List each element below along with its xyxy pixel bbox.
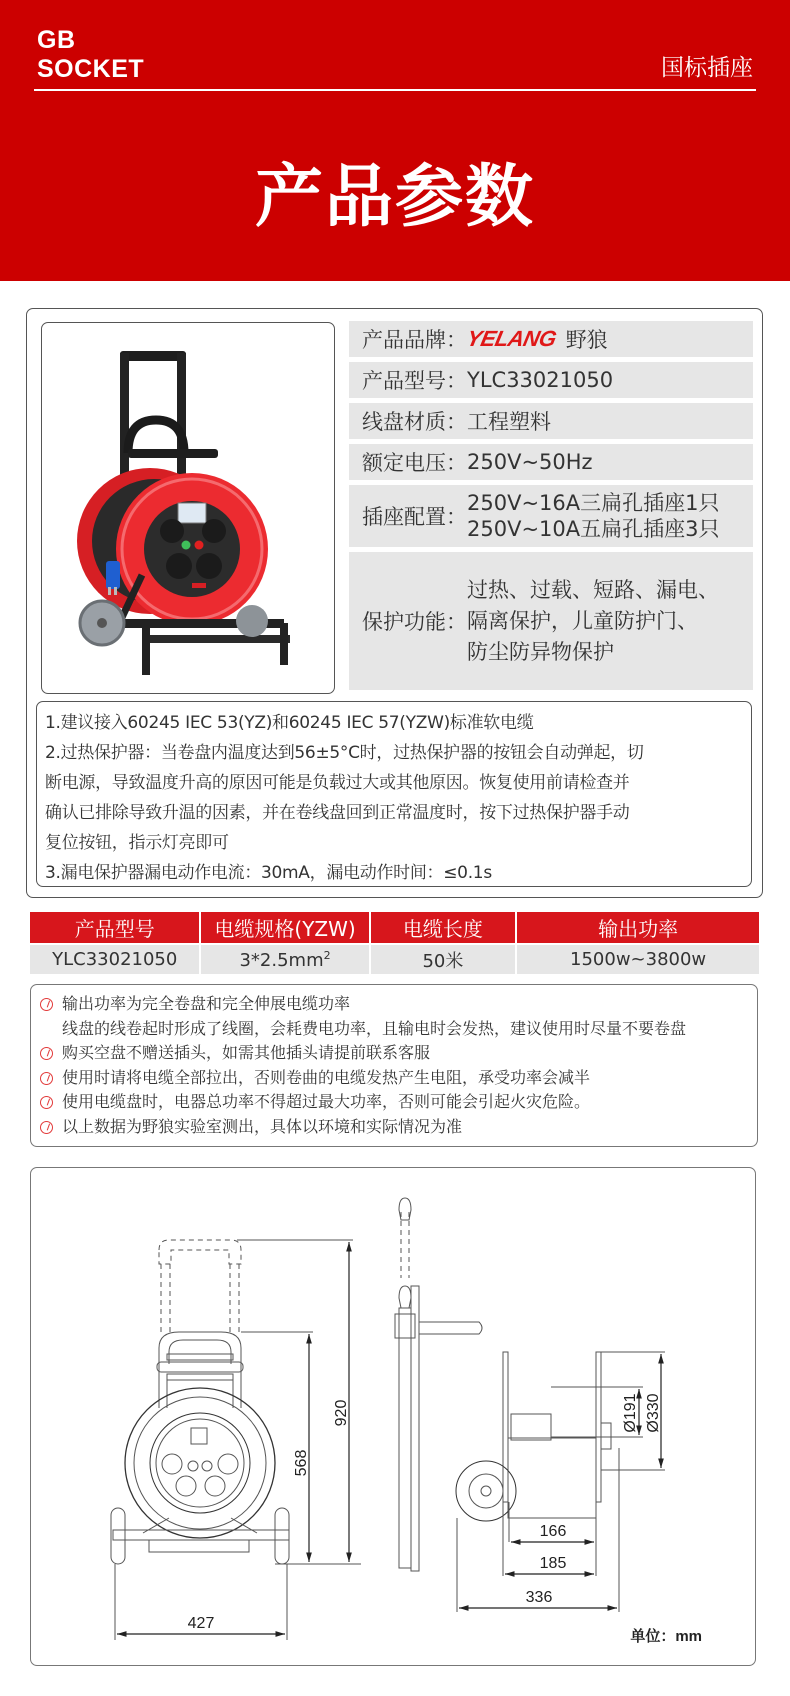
cell-length: 50米 xyxy=(371,943,516,974)
header-divider xyxy=(34,89,756,91)
cell-model: YLC33021050 xyxy=(30,943,199,974)
table-header-row xyxy=(30,912,759,943)
usage-notes xyxy=(36,701,752,887)
spec-label: 插座配置： xyxy=(362,505,467,529)
dim-427: 427 xyxy=(187,1615,215,1632)
spec-label: 保护功能： xyxy=(362,610,467,634)
cell-cable-spec xyxy=(201,943,368,974)
warning-item xyxy=(40,1115,757,1140)
warning-item xyxy=(40,1041,757,1066)
spec-panel xyxy=(26,308,763,898)
warnings-box xyxy=(30,984,758,1147)
column-header-length: 电缆长度 xyxy=(371,912,516,943)
spec-value xyxy=(467,575,719,668)
warning-text: 线盘的线卷起时形成了线圈，会耗费电功率，且输电时会发热，建议使用时尽量不要卷盘 xyxy=(62,1018,687,1038)
technical-drawing xyxy=(31,1168,757,1667)
spec-value: 250V~50Hz xyxy=(467,450,593,474)
spec-row-voltage xyxy=(349,444,753,480)
warning-text: 使用时请将电缆全部拉出，否则卷曲的电缆发热产生电阻，承受功率会减半 xyxy=(62,1067,591,1087)
column-header-power: 输出功率 xyxy=(517,912,759,943)
spec-value-line: 250V~10A五扁孔插座3只 xyxy=(467,517,720,541)
spec-value: 野狼 xyxy=(565,328,608,352)
dim-920: 920 xyxy=(333,1399,350,1427)
warning-text: 输出功率为完全卷盘和完全伸展电缆功率 xyxy=(62,994,351,1013)
spec-label: 线盘材质： xyxy=(362,410,467,434)
column-header-model: 产品型号 xyxy=(30,912,199,943)
dim-drum-diameter: Ø191 xyxy=(622,1393,639,1433)
cable-reel-cart-illustration xyxy=(42,323,335,694)
spec-label: 额定电压： xyxy=(362,451,467,475)
spec-value: 工程塑料 xyxy=(467,410,551,434)
dim-568: 568 xyxy=(293,1449,310,1477)
note-line: 1.建议接入60245 IEC 53(YZ)和60245 IEC 57(YZW)标准软电缆 xyxy=(45,713,534,733)
gb-socket-tag xyxy=(37,26,144,84)
spec-value-line: 250V~16A三扁孔插座1只 xyxy=(467,491,720,515)
table-row xyxy=(30,943,759,974)
note-line: 断电源，导致温度升高的原因可能是负载过大或其他原因。恢复使用前请检查并 xyxy=(45,773,630,793)
dim-166: 166 xyxy=(539,1523,567,1540)
warning-item xyxy=(40,992,757,1017)
warning-clock-icon xyxy=(40,1096,53,1109)
warning-clock-icon xyxy=(40,1047,53,1060)
warning-subtext xyxy=(40,1017,757,1042)
spec-row-socket-config xyxy=(349,485,753,547)
spec-row-model xyxy=(349,362,753,398)
warning-text: 购买空盘不赠送插头，如需其他插头请提前联系客服 xyxy=(62,1043,431,1062)
warning-text: 以上数据为野狼实验室测出，具体以环境和实际情况为准 xyxy=(62,1116,463,1136)
dim-185: 185 xyxy=(539,1555,567,1572)
note-line: 3.漏电保护器漏电动作电流：30mA，漏电动作时间：≤0.1s xyxy=(45,863,492,883)
spec-row-protection xyxy=(349,552,753,690)
spec-value-line: 隔离保护，儿童防护门、 xyxy=(467,608,698,633)
note-line: 2.过热保护器：当卷盘内温度达到56±5°C时，过热保护器的按钮会自动弹起，切 xyxy=(45,743,644,763)
warning-item xyxy=(40,1090,757,1115)
tag-line-1: GB xyxy=(37,26,76,54)
warning-clock-icon xyxy=(40,1121,53,1134)
cable-spec-text: 3*2.5mm xyxy=(239,949,324,971)
dimension-drawing xyxy=(30,1167,756,1666)
warning-clock-icon xyxy=(40,1072,53,1085)
spec-row-brand xyxy=(349,321,753,357)
warning-text: 使用电缆盘时，电器总功率不得超过最大功率，否则可能会引起火灾危险。 xyxy=(62,1092,591,1111)
dim-336: 336 xyxy=(525,1589,553,1606)
spec-label: 产品品牌： xyxy=(362,328,467,352)
column-header-cable-spec: 电缆规格(YZW) xyxy=(201,912,368,943)
warning-item xyxy=(40,1066,757,1091)
unit-label: 单位：mm xyxy=(630,1628,702,1645)
note-line: 复位按钮，指示灯亮即可 xyxy=(45,833,229,853)
yelang-brand-logo: YELANG xyxy=(464,326,559,351)
spec-value: YLC33021050 xyxy=(467,368,614,392)
cable-spec-table xyxy=(28,912,761,974)
spec-list xyxy=(349,321,753,695)
cable-spec-superscript: 2 xyxy=(323,948,331,962)
national-standard-tag: 国标插座 xyxy=(661,55,753,81)
dim-flange-diameter: Ø330 xyxy=(645,1393,662,1433)
spec-value-line: 过热、过载、短路、漏电、 xyxy=(467,577,719,602)
spec-label: 产品型号： xyxy=(362,369,467,393)
page-title: 产品参数 xyxy=(254,158,535,237)
note-line: 确认已排除导致升温的因素，并在卷线盘回到正常温度时，按下过热保护器手动 xyxy=(45,803,630,823)
warning-clock-icon xyxy=(40,998,53,1011)
product-image xyxy=(41,322,335,694)
header-banner xyxy=(0,0,790,281)
spec-value xyxy=(467,490,720,542)
tag-line-2: SOCKET xyxy=(37,55,145,83)
cell-power: 1500w~3800w xyxy=(517,943,759,974)
spec-value-line: 防尘防异物保护 xyxy=(467,639,614,664)
spec-row-material xyxy=(349,403,753,439)
